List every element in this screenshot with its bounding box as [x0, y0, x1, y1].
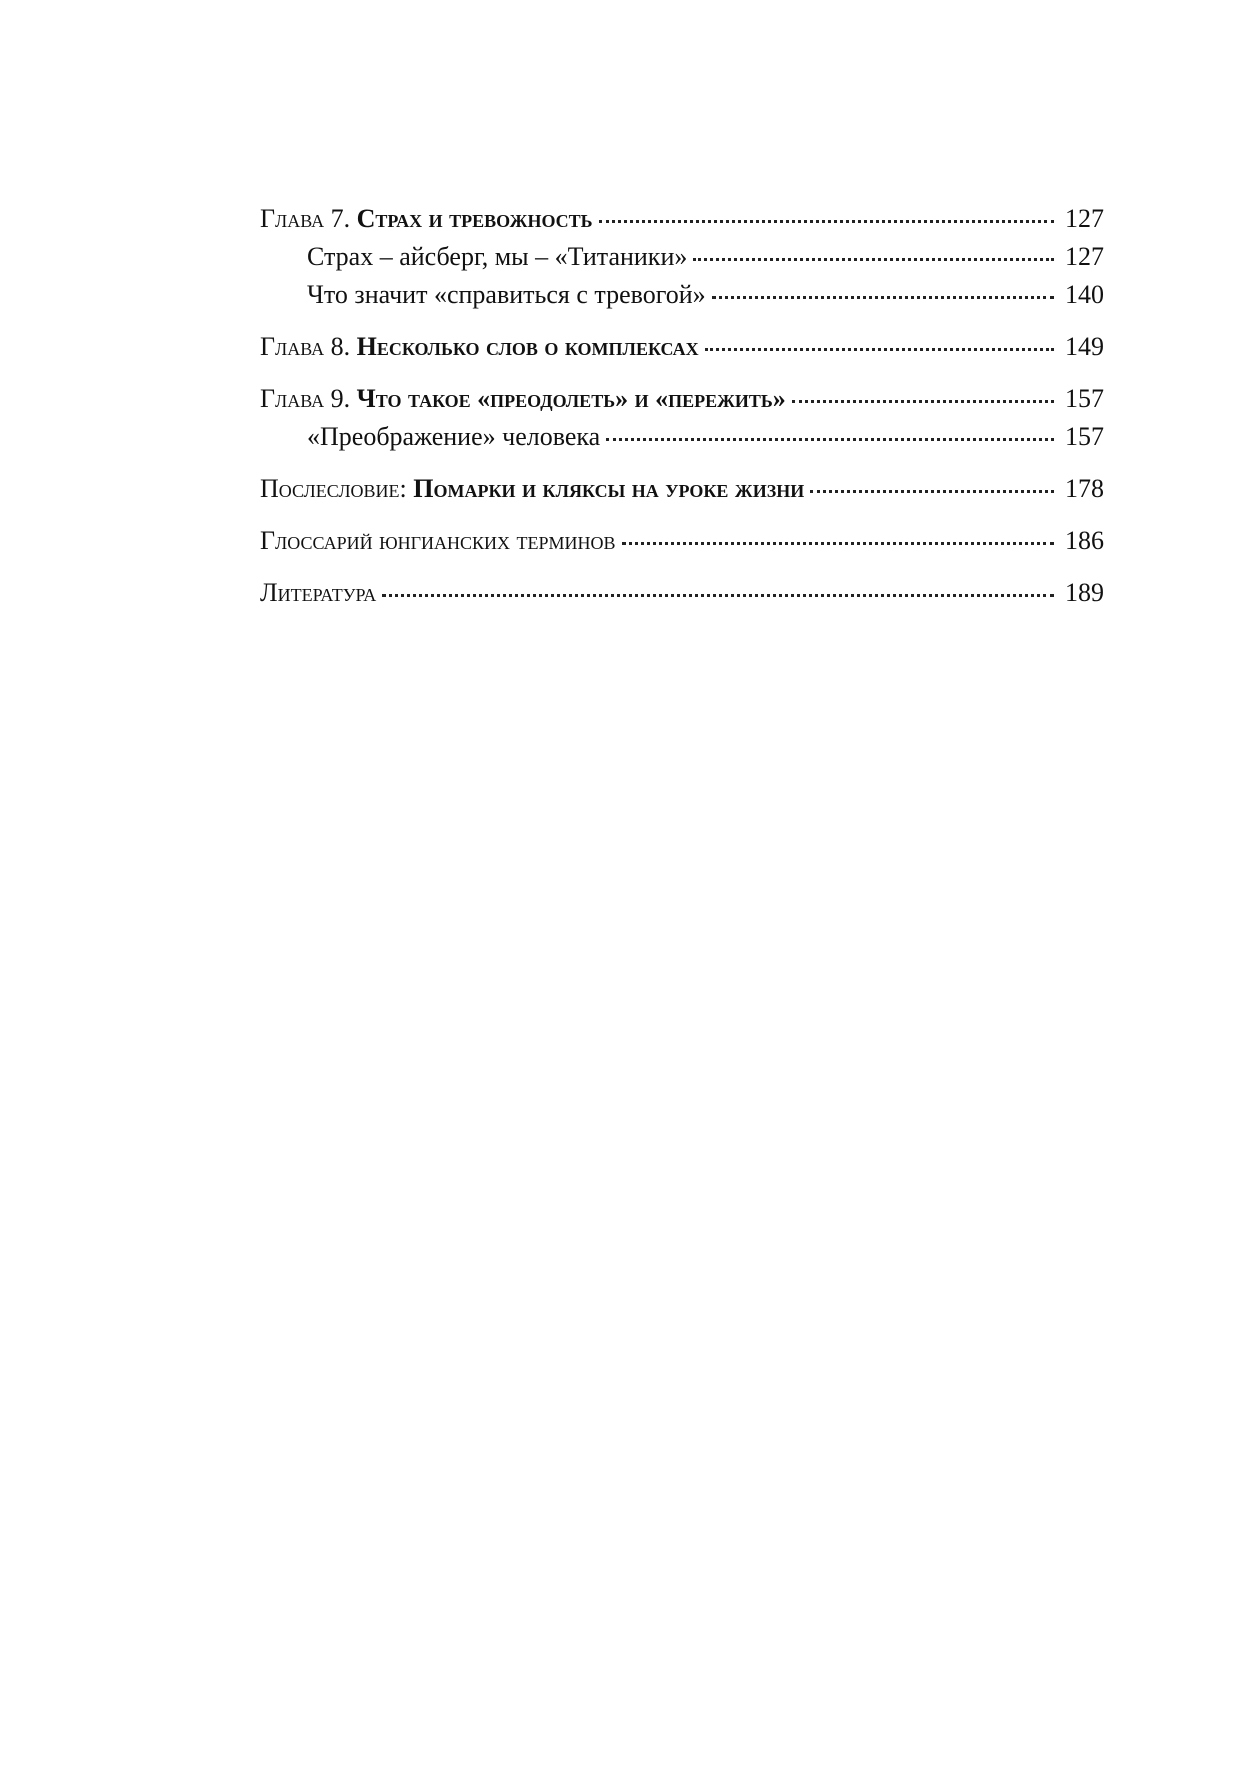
toc-entry-literature — [260, 574, 1104, 612]
section-title: Что значит «справиться с тревогой» — [307, 280, 706, 309]
chapter-title: Что такое «преодолеть» и «пережить» — [356, 384, 786, 413]
section-title: «Преображение» человека — [307, 422, 601, 451]
dot-leader — [599, 220, 1054, 223]
page-number: 157 — [1065, 422, 1104, 451]
page-number: 140 — [1065, 280, 1104, 309]
page-number: 178 — [1065, 474, 1104, 503]
chapter-prefix: Глава 7. — [260, 204, 357, 233]
toc-entry-text — [260, 328, 699, 366]
chapter-prefix: Глава 9. — [260, 384, 357, 413]
table-of-contents — [260, 200, 1104, 612]
dot-leader — [606, 438, 1054, 441]
page-number: 186 — [1065, 526, 1104, 555]
chapter-title: Помарки и кляксы на уроке жизни — [413, 474, 805, 503]
toc-entry-section — [260, 276, 1104, 314]
toc-entry-chapter-7 — [260, 200, 1104, 238]
toc-entry-glossary — [260, 522, 1104, 560]
chapter-title: Глоссарий юнгианских терминов — [260, 526, 616, 555]
toc-entry-section — [260, 418, 1104, 456]
toc-entry-text — [260, 200, 593, 238]
toc-entry-text — [260, 380, 786, 418]
toc-entry-chapter-8 — [260, 328, 1104, 366]
page-number: 127 — [1065, 204, 1104, 233]
dot-leader — [382, 594, 1054, 597]
chapter-title: Несколько слов о комплексах — [356, 332, 699, 361]
dot-leader — [693, 258, 1054, 261]
dot-leader — [705, 348, 1054, 351]
page-number: 149 — [1065, 332, 1104, 361]
chapter-prefix: Глава 8. — [260, 332, 357, 361]
chapter-prefix: Послесловие: — [260, 474, 414, 503]
chapter-title: Страх и тревожность — [356, 204, 593, 233]
dot-leader — [622, 542, 1054, 545]
toc-entry-text — [260, 470, 804, 508]
section-title: Страх – айсберг, мы – «Титаники» — [307, 242, 688, 271]
chapter-title: Литература — [260, 578, 377, 607]
toc-entry-chapter-9 — [260, 380, 1104, 418]
dot-leader — [792, 400, 1054, 403]
dot-leader — [810, 490, 1054, 493]
page-number: 189 — [1065, 578, 1104, 607]
toc-entry-afterword — [260, 470, 1104, 508]
page-number: 127 — [1065, 242, 1104, 271]
dot-leader — [712, 296, 1054, 299]
toc-entry-section — [260, 238, 1104, 276]
page-number: 157 — [1065, 384, 1104, 413]
